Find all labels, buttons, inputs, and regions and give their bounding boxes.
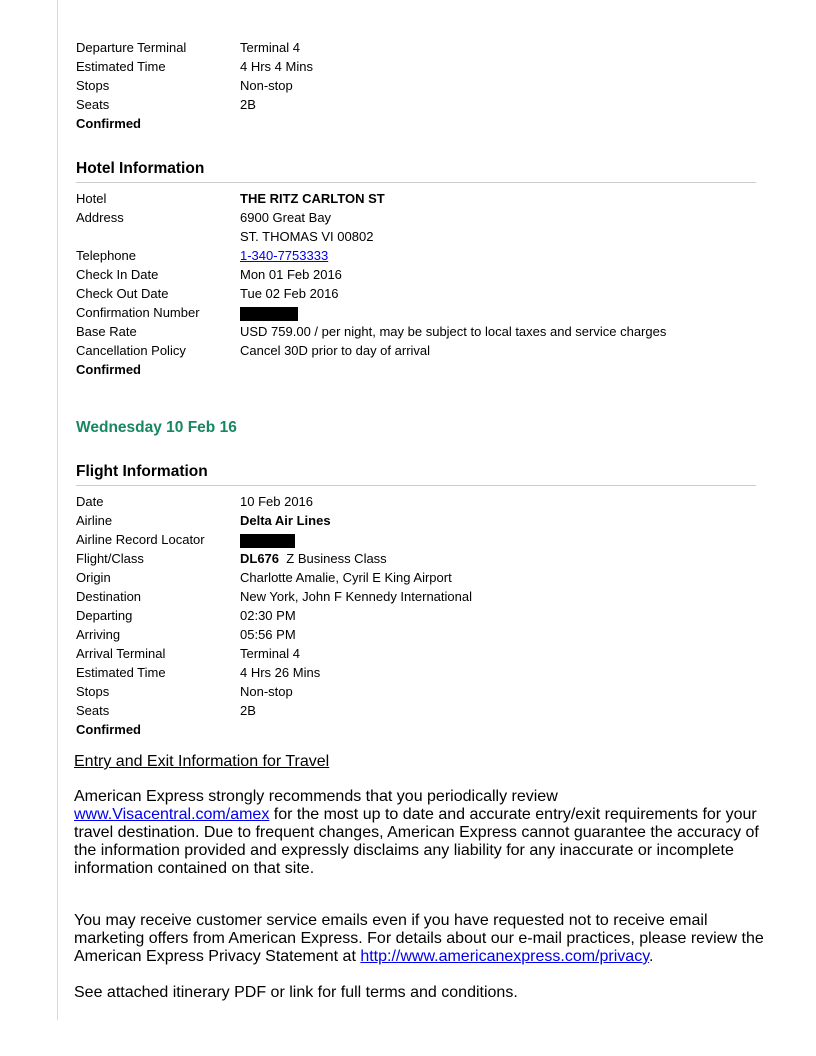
telephone-link[interactable]: 1-340-7753333 xyxy=(240,248,329,263)
row-label: Flight/Class xyxy=(76,551,144,566)
entry-text-before: American Express strongly recommends that you periodically review xyxy=(74,788,558,805)
entry-exit-heading: Entry and Exit Information for Travel xyxy=(74,753,330,770)
detail-row xyxy=(76,38,756,57)
redacted-confirmation-number xyxy=(240,307,298,321)
flight-1-status: Confirmed xyxy=(76,116,141,131)
entry-text-after: for the most up to date and accurate entry/exit requirements for your travel destination. Due to frequent changes, American Express cannot guarantee the accuracy of the information provided and expressly disclaims any liability for any inaccurate or incomplete information contained on that site. xyxy=(74,806,759,877)
base-rate: USD 759.00 / per night, may be subject to local taxes and service charges xyxy=(240,324,667,339)
terms-text: See attached itinerary PDF or link for full terms and conditions. xyxy=(74,984,518,1001)
departing-time: 02:30 PM xyxy=(240,608,296,623)
hotel-name: THE RITZ CARLTON ST xyxy=(240,191,385,206)
estimated-time: 4 Hrs 26 Mins xyxy=(240,665,321,680)
row-label: Arriving xyxy=(76,627,121,642)
row-label: Seats xyxy=(76,97,110,112)
checkin-date: Mon 01 Feb 2016 xyxy=(240,267,342,282)
row-label: Airline Record Locator xyxy=(76,532,205,547)
arrival-terminal-row xyxy=(76,644,756,663)
row-label: Estimated Time xyxy=(76,59,166,74)
row-label: Hotel xyxy=(76,191,107,206)
departing-row xyxy=(76,606,756,625)
terms-paragraph xyxy=(74,984,764,1002)
cancellation-row xyxy=(76,341,756,360)
seats: 2B xyxy=(240,703,256,718)
stops: Non-stop xyxy=(240,684,293,699)
seats-row xyxy=(76,701,756,720)
address-line-2: ST. THOMAS VI 00802 xyxy=(240,229,374,244)
row-label: Cancellation Policy xyxy=(76,343,186,358)
airline-row xyxy=(76,511,756,530)
privacy-text: You may receive customer service emails even if you have requested not to receive email marketing offers from American Express. For details about our e-mail practices, please review the American Express Privacy Statement at xyxy=(74,912,764,965)
base-rate-row xyxy=(76,322,756,341)
row-label: Check Out Date xyxy=(76,286,169,301)
hotel-name-row xyxy=(76,189,756,208)
visacentral-link[interactable]: www.Visacentral.com/amex xyxy=(74,806,270,823)
row-value: Non-stop xyxy=(240,78,293,93)
row-label: Seats xyxy=(76,703,110,718)
checkin-row xyxy=(76,265,756,284)
row-label: Telephone xyxy=(76,248,136,263)
hotel-status: Confirmed xyxy=(76,362,141,377)
origin: Charlotte Amalie, Cyril E King Airport xyxy=(240,570,452,585)
left-margin-rule xyxy=(57,0,58,1020)
origin-row xyxy=(76,568,756,587)
flight-class: Z Business Class xyxy=(286,551,387,566)
confirmation-row xyxy=(76,303,756,322)
flight-class-row xyxy=(76,549,756,568)
flight-number: DL676 xyxy=(240,551,280,566)
arriving-time: 05:56 PM xyxy=(240,627,296,642)
row-label: Stops xyxy=(76,78,110,93)
hotel-section-title: Hotel Information xyxy=(76,159,756,183)
detail-row xyxy=(76,95,756,114)
arrival-terminal: Terminal 4 xyxy=(240,646,300,661)
privacy-end: . xyxy=(649,948,654,965)
row-label: Base Rate xyxy=(76,324,137,339)
row-label: Departing xyxy=(76,608,133,623)
row-label: Estimated Time xyxy=(76,665,166,680)
privacy-paragraph xyxy=(74,912,764,966)
hotel-section xyxy=(76,159,756,379)
row-label: Departure Terminal xyxy=(76,40,187,55)
telephone-row xyxy=(76,246,756,265)
row-value: 4 Hrs 4 Mins xyxy=(240,59,313,74)
row-value: Terminal 4 xyxy=(240,40,300,55)
address-row-2 xyxy=(76,227,756,246)
privacy-link[interactable]: http://www.americanexpress.com/privacy xyxy=(360,948,650,965)
row-label: Stops xyxy=(76,684,110,699)
detail-row xyxy=(76,57,756,76)
row-label: Check In Date xyxy=(76,267,159,282)
flight-section-title: Flight Information xyxy=(76,462,756,486)
destination-row xyxy=(76,587,756,606)
destination: New York, John F Kennedy International xyxy=(240,589,472,604)
flight-2-section xyxy=(76,462,756,739)
row-label: Date xyxy=(76,494,104,509)
row-label: Origin xyxy=(76,570,111,585)
day-header: Wednesday 10 Feb 16 xyxy=(76,419,237,436)
date-row xyxy=(76,492,756,511)
address-line-1: 6900 Great Bay xyxy=(240,210,332,225)
row-label: Confirmation Number xyxy=(76,305,200,320)
airline-name: Delta Air Lines xyxy=(240,513,331,528)
estimated-time-row xyxy=(76,663,756,682)
redacted-record-locator xyxy=(240,534,295,548)
stops-row xyxy=(76,682,756,701)
checkout-date: Tue 02 Feb 2016 xyxy=(240,286,339,301)
row-label: Airline xyxy=(76,513,113,528)
entry-exit-paragraph xyxy=(74,788,764,878)
address-row xyxy=(76,208,756,227)
detail-row xyxy=(76,76,756,95)
checkout-row xyxy=(76,284,756,303)
row-label: Address xyxy=(76,210,124,225)
flight-2-status: Confirmed xyxy=(76,722,141,737)
row-label: Destination xyxy=(76,589,142,604)
row-value: 2B xyxy=(240,97,256,112)
flight-1-details xyxy=(76,38,756,133)
flight-date: 10 Feb 2016 xyxy=(240,494,314,509)
itinerary-content xyxy=(76,38,756,739)
cancellation-policy: Cancel 30D prior to day of arrival xyxy=(240,343,431,358)
arriving-row xyxy=(76,625,756,644)
row-label: Arrival Terminal xyxy=(76,646,166,661)
entry-exit-heading-block xyxy=(74,753,764,771)
locator-row xyxy=(76,530,756,549)
